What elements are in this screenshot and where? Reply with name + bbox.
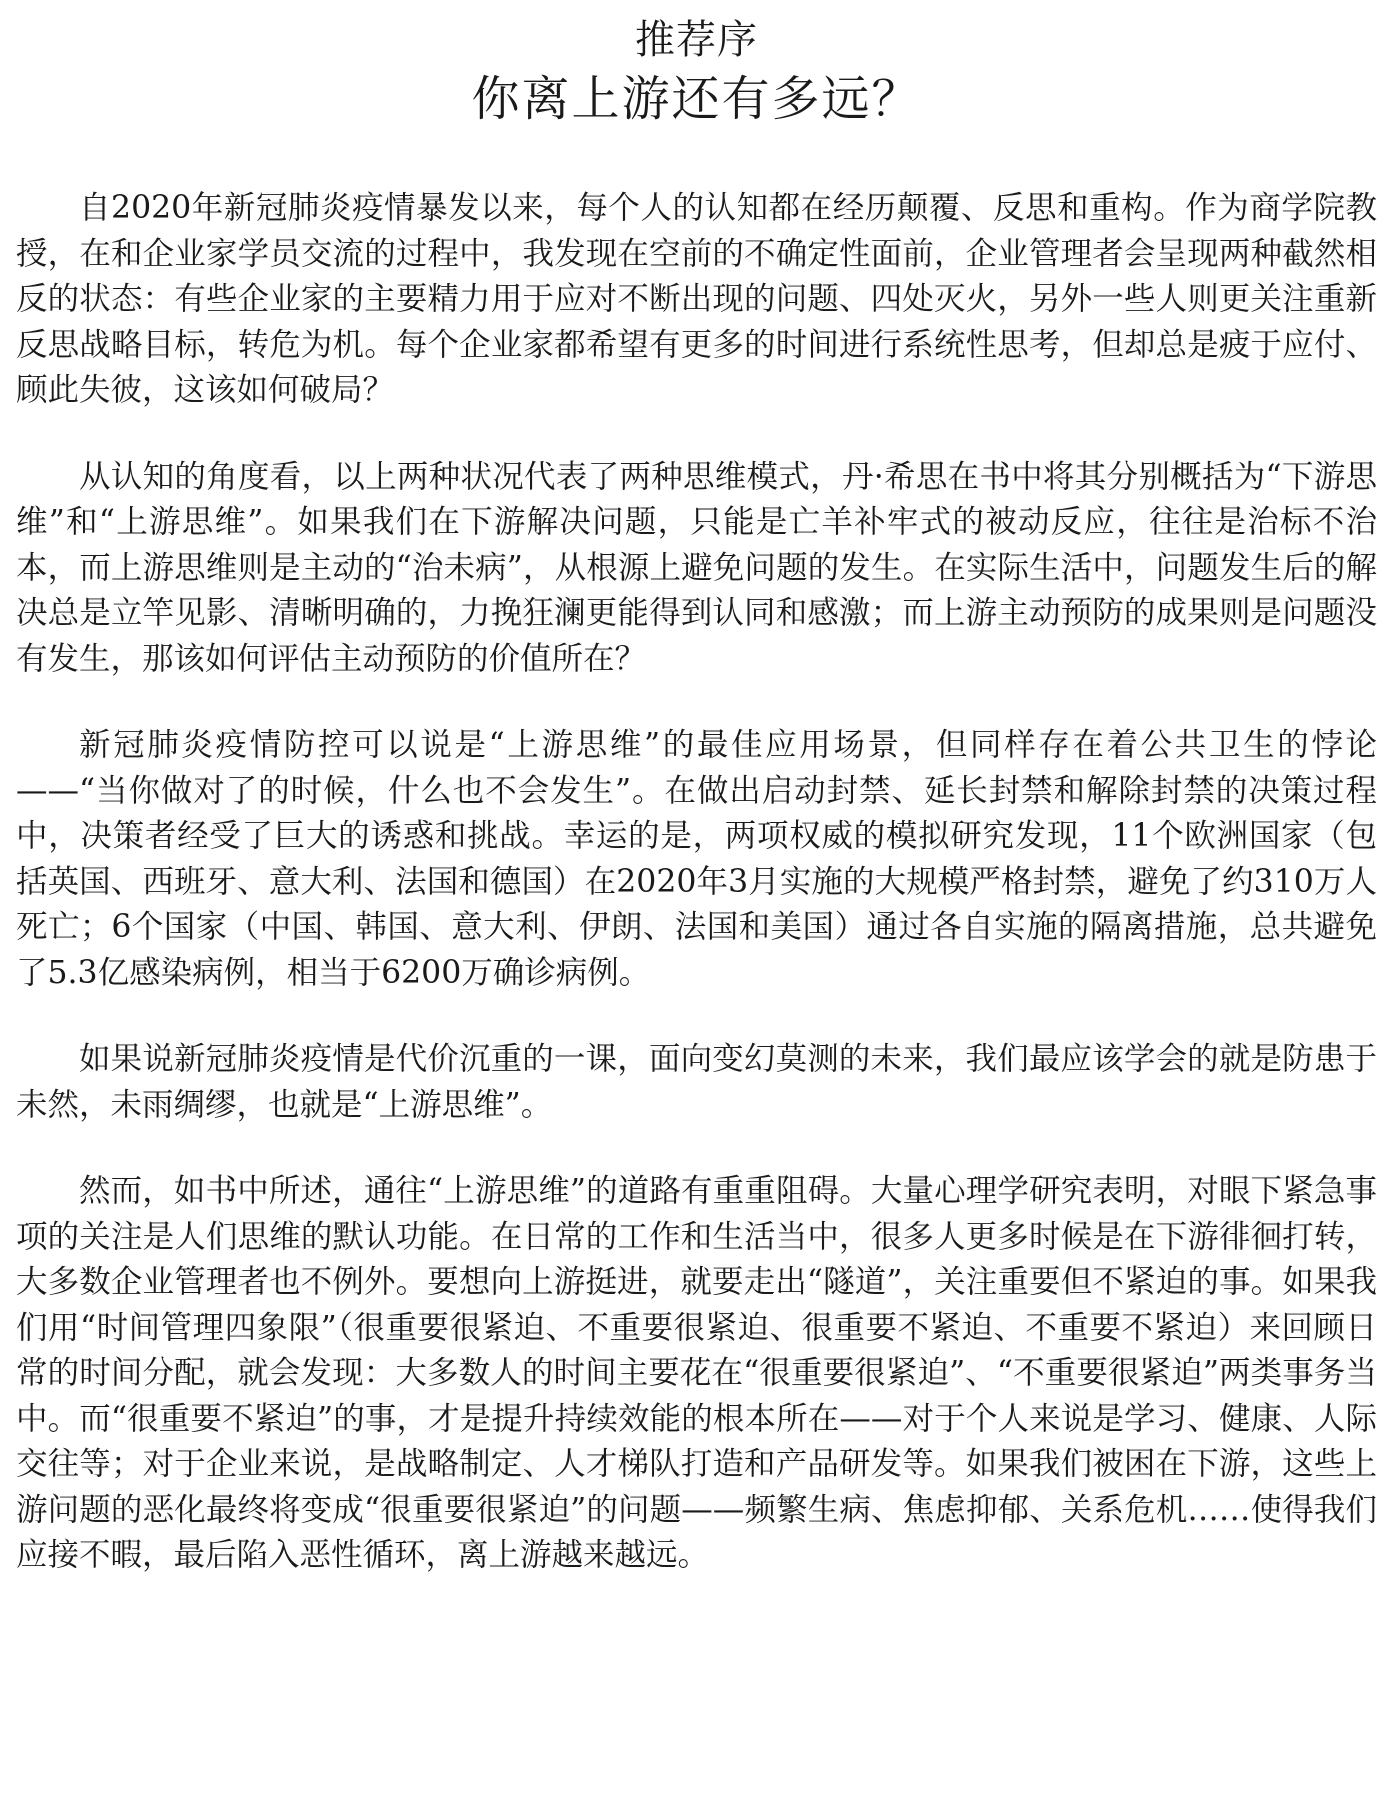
document-header: [16, 0, 1377, 128]
paragraph-2: 从认知的角度看，以上两种状况代表了两种思维模式，丹·希思在书中将其分别概括为“下游思维”和“上游思维”。如果我们在下游解决问题，只能是亡羊补牢式的被动反应，往往是治标不治本，而上游思维则是主动的“治未病”，从根源上避免问题的发生。在实际生活中，问题发生后的解决总是立竿见影、清晰明确的，力挽狂澜更能得到认同和感激；而上游主动预防的成果则是问题没有发生，那该如何评估主动预防的价值所在？: [16, 458, 1377, 677]
paragraph-5: 然而，如书中所述，通往“上游思维”的道路有重重阻碍。大量心理学研究表明，对眼下紧急事项的关注是人们思维的默认功能。在日常的工作和生活当中，很多人更多时候是在下游徘徊打转，大多数企业管理者也不例外。要想向上游挺进，就要走出“隧道”，关注重要但不紧迫的事。如果我们用“时间管理四象限”（很重要很紧迫、不重要很紧迫、很重要不紧迫、不重要不紧迫）来回顾日常的时间分配，就会发现：大多数人的时间主要花在“很重要很紧迫”、“不重要很紧迫”两类事务当中。而“很重要不紧迫”的事，才是提升持续效能的根本所在——对于个人来说是学习、健康、人际交往等；对于企业来说，是战略制定、人才梯队打造和产品研发等。如果我们被困在下游，这些上游问题的恶化最终将变成“很重要很紧迫”的问题——频繁生病、焦虑抑郁、关系危机……使得我们应接不暇，最后陷入恶性循环，离上游越来越远。: [16, 1173, 1377, 1573]
document-body: [16, 186, 1377, 1579]
page-title: 你离上游还有多远？: [471, 71, 922, 127]
paragraph-1: 自2020年新冠肺炎疫情暴发以来，每个人的认知都在经历颠覆、反思和重构。作为商学院教授，在和企业家学员交流的过程中，我发现在空前的不确定性面前，企业管理者会呈现两种截然相反的状态：有些企业家的主要精力用于应对不断出现的问题、四处灭火，另外一些人则更关注重新反思战略目标，转危为机。每个企业家都希望有更多的时间进行系统性思考，但却总是疲于应付、顾此失彼，这该如何破局？: [16, 190, 1377, 408]
section-label: 推荐序: [635, 17, 758, 63]
paragraph-3: 新冠肺炎疫情防控可以说是“上游思维”的最佳应用场景，但同样存在着公共卫生的悖论——“当你做对了的时候，什么也不会发生”。在做出启动封禁、延长封禁和解除封禁的决策过程中，决策者经受了巨大的诱惑和挑战。幸运的是，两项权威的模拟研究发现，11个欧洲国家（包括英国、西班牙、意大利、法国和德国）在2020年3月实施的大规模严格封禁，避免了约310万人死亡；6个国家（中国、韩国、意大利、伊朗、法国和美国）通过各自实施的隔离措施，总共避免了5.3亿感染病例，相当于6200万确诊病例。: [16, 727, 1377, 991]
paragraph-4: 如果说新冠肺炎疫情是代价沉重的一课，面向变幻莫测的未来，我们最应该学会的就是防患于未然，未雨绸缪，也就是“上游思维”。: [16, 1041, 1377, 1123]
